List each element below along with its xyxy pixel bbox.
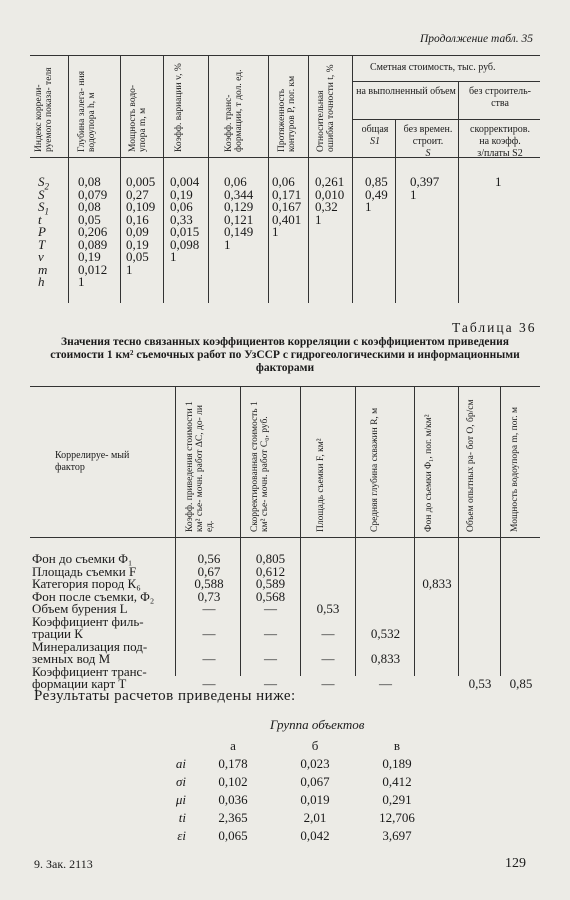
t35-col-thickness: 0,005 0,27 0,109 0,16 0,09 0,19 0,05 1 xyxy=(126,174,156,277)
t35-header-transform: Коэфф. транс- формации, т дол. ед. xyxy=(224,69,244,152)
t35-col-depth: 0,08 0,079 0,08 0,05 0,206 0,089 0,19 0,012 1 xyxy=(78,174,108,289)
page-number: 129 xyxy=(505,856,526,871)
group-symbol: μi xyxy=(175,792,186,807)
t35-col-contours: 0,06 0,171 0,167 0,401 1 xyxy=(272,174,302,239)
t35-header-thickness: Мощность водо- упора m, м xyxy=(128,84,148,152)
t36-col-cost: 0,805 0,612 0,589 0,568 — — — — xyxy=(255,551,286,691)
t35-header-bez-stroit: без строитель- ства xyxy=(469,86,531,109)
t35-col-s: 0,397 1 xyxy=(410,174,440,202)
t35-row-label: $S_1$ xyxy=(38,199,49,217)
footer-order: 9. Зак. 2113 xyxy=(34,857,93,871)
t36-col-area: 0,53 — — — xyxy=(316,601,340,691)
group-value: 0,065 xyxy=(218,828,248,843)
t35-col-error: 0,261 0,010 0,32 1 xyxy=(315,174,345,227)
group-value: 0,019 xyxy=(300,792,330,807)
table-row xyxy=(150,827,438,845)
group-symbol: ai xyxy=(175,756,186,771)
t35-row-label: v xyxy=(38,249,44,264)
group-title: Группа объектов xyxy=(270,717,365,732)
t35-row-label: P xyxy=(38,224,46,239)
t36-header-area: Площадь съемки F, км² xyxy=(316,438,326,532)
group-symbol: εi xyxy=(177,828,186,843)
group-value: 0,102 xyxy=(218,774,248,789)
group-value: 12,706 xyxy=(379,810,415,825)
group-value: 0,412 xyxy=(382,774,412,789)
group-symbol: ti xyxy=(178,810,186,825)
t35-header-bez-vrem: без времен. строит. S xyxy=(403,124,453,159)
t35-col-s2: 1 xyxy=(495,174,502,189)
t36-header-factor: Коррелируе- мый фактор xyxy=(55,450,130,473)
t35-row-label: T xyxy=(38,236,46,252)
t35-row-label: t xyxy=(38,211,42,227)
group-col-a: а xyxy=(230,738,236,753)
t35-row-label: m xyxy=(38,261,48,277)
group-col-c: в xyxy=(393,738,401,753)
t35-header-error: Относительная ошибка точности t, % xyxy=(316,64,336,152)
t36-header-depth: Средняя глубина скважин R, м xyxy=(370,407,380,532)
t36-header-cost: Скорректированная стоимость 1 км² съе- мочн. работ C₀, руб. xyxy=(250,401,270,532)
group-value: 3,697 xyxy=(382,828,412,843)
table-36-label: Таблица 36 xyxy=(452,320,537,335)
t36-col-coef: 0,56 0,67 0,588 0,73 — — — — xyxy=(194,551,224,691)
t35-row-label: $S_2$ xyxy=(38,174,49,192)
t36-col-volume: 0,53 xyxy=(468,676,492,691)
t35-header-smetnaya: Сметная стоимость, тыс. руб. xyxy=(370,62,496,73)
group-value: 0,067 xyxy=(300,774,330,789)
results-text: Результаты расчетов приведены ниже: xyxy=(34,688,296,704)
table-row xyxy=(150,809,438,827)
t35-col-transform: 0,06 0,344 0,129 0,121 0,149 1 xyxy=(224,174,254,252)
group-value: 0,189 xyxy=(382,756,412,771)
continuation-title: Продолжение табл. 35 xyxy=(420,33,533,45)
group-value: 0,036 xyxy=(218,792,248,807)
t35-header-skorr: скорректиров. на коэфф. з/платы S2 xyxy=(470,124,530,159)
t35-row-label: S xyxy=(38,186,45,202)
table-row xyxy=(150,791,438,809)
group-value: 0,178 xyxy=(218,756,248,771)
group-value: 0,023 xyxy=(300,756,330,771)
t35-header-variation: Коэфф. вариации v, % xyxy=(174,63,184,152)
results-table xyxy=(150,737,438,845)
t36-col-depth: 0,532 0,833 — xyxy=(370,626,401,691)
t35-header-vypoln: на выполненный объем xyxy=(356,86,456,97)
t36-header-coef: Коэфф. приведения стоимости 1 км² съе- мочн. работ ΔC, до- ли ед. xyxy=(185,401,215,532)
t35-row-label: h xyxy=(38,274,45,289)
table-row xyxy=(150,755,438,773)
table-row xyxy=(150,773,438,791)
t35-row-labels xyxy=(38,176,49,289)
group-symbol: σi xyxy=(175,774,186,789)
t36-header-fon: Фон до съемки Φ₁, пог. м/км² xyxy=(424,414,434,532)
t36-col-fon: 0,833 xyxy=(422,576,452,591)
t35-header-obshaya: общая S1 xyxy=(361,124,389,147)
group-value: 2,365 xyxy=(218,810,248,825)
t35-col-s1: 0,85 0,49 1 xyxy=(365,174,388,214)
t35-col-variation: 0,004 0,19 0,06 0,33 0,015 0,098 1 xyxy=(170,174,200,264)
t36-factor-labels: Фон до съемки Φ₁ Площадь съемки F Категория пород К₆ Фон после съемки, Φ₂ Объем бурения L Коэффициент филь- трации К Минерализация под- земных вод М Коэффициент транс- формации карт Т xyxy=(32,551,155,691)
group-col-b: б xyxy=(311,738,319,753)
t36-header-volume: Объем опытных ра- бот O, бр/см xyxy=(466,399,476,532)
group-value: 0,042 xyxy=(300,828,330,843)
group-value: 2,01 xyxy=(303,810,327,825)
t36-col-thickness: 0,85 xyxy=(509,676,533,691)
t35-header-index: Индекс коррели- руемого показа- теля xyxy=(34,67,54,152)
t35-header-depth: Глубина залега- ния водоупора h, м xyxy=(77,71,97,152)
t35-header-contours: Протяженность контуров P, пог. км xyxy=(277,75,297,152)
t36-header-thickness: Мощность водоупора m, пог. м xyxy=(510,406,520,532)
group-value: 0,291 xyxy=(382,792,412,807)
table-36-title: Значения тесно связанных коэффициентов корреляции с коэффициентом приведения стоимости 1 км² съемочных работ по УзССР с гидрогеологическими и информационными факторами xyxy=(50,336,520,374)
